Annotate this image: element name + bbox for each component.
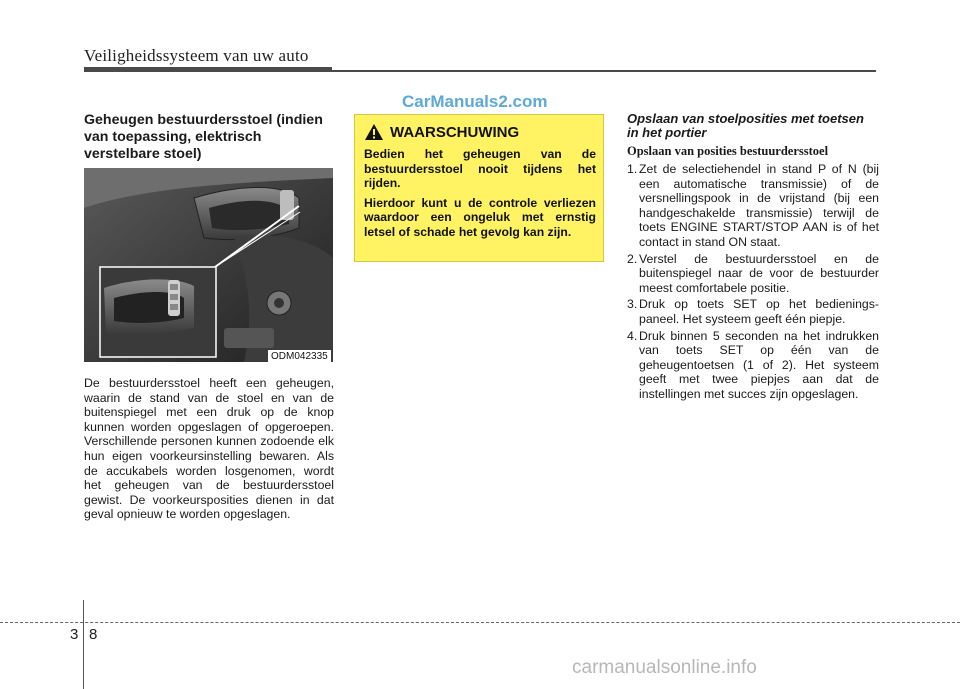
- header-rule-thin: [332, 70, 876, 72]
- section-body: De bestuurdersstoel heeft een geheugen, waarin de stand van de stoel en van de buitenspiegel met een druk op de knop kunnen worden opgeslagen of opgeroepen. Verschillende personen kunnen zodoende elk hun eigen voorkeursinstelling bewaren. Als de accukabels worden losgenomen, wordt het geheugen van de bestuurdersstoel gewist. De voorkeursposities dienen in dat geval opnieuw te worden opgeslagen.: [84, 376, 334, 522]
- procedure-step: 4. Druk binnen 5 seconden na het indrukken van toets SET op één van de geheugentoetsen (1 of 2). Het systeem geeft met twee piepjes aan dat de instellingen met succes zijn opgeslagen.: [627, 328, 879, 401]
- procedure-step: 3. Druk op toets SET op het bedienings-paneel. Het systeem geeft één piepje.: [627, 297, 879, 326]
- procedure-step: 2. Verstel de bestuurdersstoel en de buitenspiegel naar de voor de bestuurder meest comfortabele positie.: [627, 251, 879, 295]
- running-header: Veiligheidssysteem van uw auto: [84, 46, 309, 65]
- procedure-subheading: Opslaan van stoelposities met toetsen in het portier: [627, 111, 864, 140]
- procedure-steps: [627, 162, 879, 402]
- procedure-step: 1. Zet de selectiehendel in stand P of N (bij een automatische transmissie) of de versnellingspook in de vrijstand (bij een handgeschakelde transmissie) terwijl de toets ENGINE START/STOP AAN is of het contact in stand ON staat.: [627, 162, 879, 249]
- door-panel-photo: [84, 168, 333, 362]
- warning-header: [364, 123, 596, 141]
- section-heading-block: [84, 112, 334, 163]
- watermark-bottom: carmanualsonline.info: [572, 657, 757, 678]
- footer-divider: [83, 600, 84, 689]
- warning-triangle-icon: [364, 123, 384, 141]
- warning-box: [354, 114, 604, 262]
- footer-rule: [0, 622, 960, 623]
- page-chapter-number: 3: [70, 626, 79, 643]
- section-heading: Geheugen bestuurdersstoel (indien van toepassing, elektrisch verstelbare stoel): [84, 112, 323, 162]
- page-number: 8: [89, 626, 98, 643]
- warning-paragraph-2: Hierdoor kunt u de controle verliezen waardoor een ongeluk met ernstig letsel of schade het gevolg kan zijn.: [364, 195, 596, 239]
- warning-paragraph-1: Bedien het geheugen van de bestuurdersstoel nooit tijdens het rijden.: [364, 147, 596, 191]
- warning-title: WAARSCHUWING: [390, 123, 520, 141]
- door-illustration: [84, 168, 333, 362]
- watermark-top: CarManuals2.com: [402, 92, 548, 111]
- procedure-subheading-2: Opslaan van posities bestuurdersstoel: [627, 144, 829, 158]
- image-caption: ODM042335: [268, 350, 331, 363]
- header-rule-thick: [84, 67, 332, 72]
- procedure-column: [627, 112, 879, 404]
